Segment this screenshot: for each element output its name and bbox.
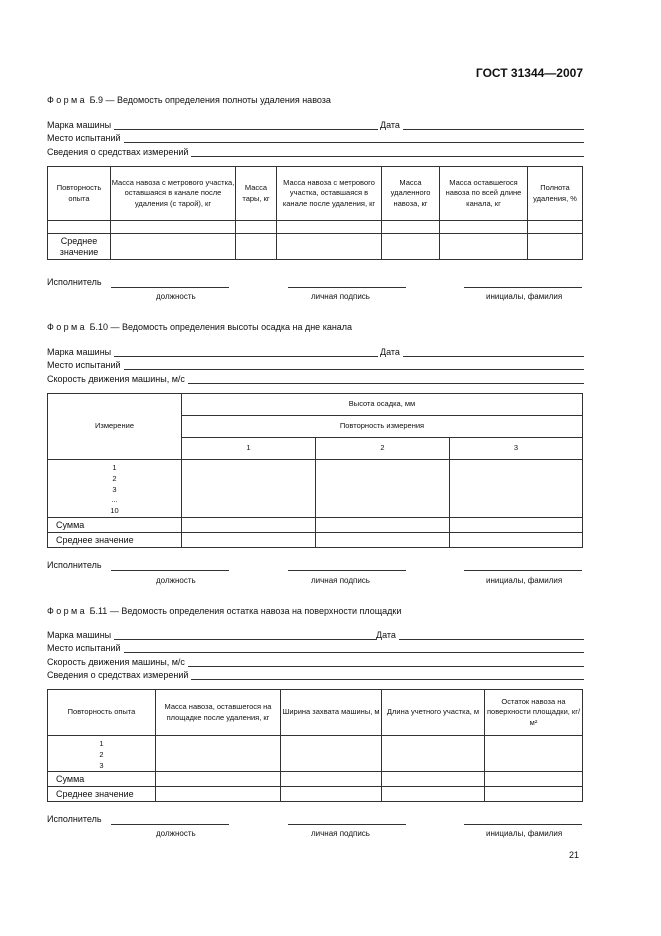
average-label: Среднее значение bbox=[48, 234, 111, 260]
place-label: Место испытаний bbox=[47, 133, 121, 143]
instruments-field bbox=[47, 147, 584, 157]
cell[interactable] bbox=[450, 518, 583, 533]
col-header: Повторность опыта bbox=[48, 167, 111, 221]
col-header: Длина учетного участка, м bbox=[382, 690, 485, 736]
form-b9-title bbox=[47, 95, 331, 105]
date-field bbox=[380, 120, 584, 130]
cell[interactable] bbox=[316, 533, 450, 548]
row-number: 3 bbox=[99, 761, 104, 770]
cell[interactable] bbox=[277, 234, 382, 260]
initials-line[interactable] bbox=[464, 824, 582, 825]
row-number: 10 bbox=[110, 506, 119, 516]
col-header-measure: Измерение bbox=[48, 394, 182, 460]
sum-row bbox=[48, 518, 583, 533]
average-row bbox=[48, 533, 583, 548]
cell[interactable] bbox=[316, 518, 450, 533]
instruments-label: Сведения о средствах измерений bbox=[47, 670, 189, 680]
col-header-height: Высота осадка, мм bbox=[182, 394, 583, 416]
sign-line[interactable] bbox=[288, 824, 406, 825]
speed-input-line[interactable] bbox=[188, 657, 584, 667]
speed-label: Скорость движения машины, м/с bbox=[47, 374, 185, 384]
row-numbers bbox=[48, 736, 156, 772]
date-label: Дата bbox=[380, 347, 400, 357]
speed-input-line[interactable] bbox=[188, 374, 584, 384]
cell[interactable] bbox=[111, 221, 236, 234]
average-row bbox=[48, 787, 583, 802]
cell[interactable] bbox=[281, 736, 382, 772]
sign-caption: личная подпись bbox=[311, 829, 370, 838]
col-header-repeat: Повторность измерения bbox=[182, 416, 583, 438]
cell[interactable] bbox=[111, 234, 236, 260]
cell[interactable] bbox=[485, 736, 583, 772]
cell[interactable] bbox=[156, 787, 281, 802]
row-number: 1 bbox=[99, 739, 104, 748]
performer-label: Исполнитель bbox=[47, 277, 102, 287]
position-caption: должность bbox=[156, 829, 196, 838]
cell[interactable] bbox=[156, 736, 281, 772]
place-field bbox=[47, 133, 584, 143]
initials-line[interactable] bbox=[464, 287, 582, 288]
cell[interactable] bbox=[236, 221, 277, 234]
cell[interactable] bbox=[440, 221, 528, 234]
cell[interactable] bbox=[236, 234, 277, 260]
performer-label: Исполнитель bbox=[47, 560, 102, 570]
row-number: 3 bbox=[112, 484, 117, 494]
date-field bbox=[376, 630, 584, 640]
sum-row bbox=[48, 772, 583, 787]
machine-label: Марка машины bbox=[47, 347, 112, 357]
place-input-line[interactable] bbox=[124, 360, 584, 370]
date-input-line[interactable] bbox=[403, 347, 584, 357]
date-label: Дата bbox=[376, 630, 396, 640]
repeat-number: 1 bbox=[182, 438, 316, 460]
instruments-input-line[interactable] bbox=[191, 147, 584, 157]
cell[interactable] bbox=[450, 533, 583, 548]
form-b10-title bbox=[47, 322, 352, 332]
form-b11-title bbox=[47, 606, 401, 616]
row-number: 1 bbox=[112, 463, 117, 472]
table-header-row bbox=[48, 167, 583, 221]
machine-input-line[interactable] bbox=[114, 120, 378, 130]
cell[interactable] bbox=[485, 787, 583, 802]
sign-caption: личная подпись bbox=[311, 292, 370, 301]
cell[interactable] bbox=[156, 772, 281, 787]
standard-number: ГОСТ 31344—2007 bbox=[475, 66, 583, 80]
performer-label: Исполнитель bbox=[47, 814, 102, 824]
machine-input-line[interactable] bbox=[114, 347, 378, 357]
col-header: Масса оставшегося навоза по всей длине канала, кг bbox=[440, 167, 528, 221]
table-row bbox=[48, 460, 583, 518]
speed-label: Скорость движения машины, м/с bbox=[47, 657, 185, 667]
initials-caption: инициалы, фамилия bbox=[486, 292, 563, 301]
form-label: Форма bbox=[47, 95, 88, 105]
cell[interactable] bbox=[528, 221, 583, 234]
cell[interactable] bbox=[382, 234, 440, 260]
col-header: Масса навоза с метрового участка, оставшаяся в канале после удаления, кг bbox=[277, 167, 382, 221]
col-header: Повторность опыта bbox=[48, 690, 156, 736]
place-label: Место испытаний bbox=[47, 360, 121, 370]
speed-field bbox=[47, 657, 584, 667]
col-header: Масса удаленного навоза, кг bbox=[382, 167, 440, 221]
machine-field bbox=[47, 347, 378, 357]
row-numbers bbox=[48, 460, 182, 518]
form-label: Форма bbox=[47, 606, 88, 616]
cell[interactable] bbox=[382, 736, 485, 772]
date-input-line[interactable] bbox=[399, 630, 584, 640]
cell[interactable] bbox=[382, 787, 485, 802]
cell[interactable] bbox=[48, 221, 111, 234]
place-label: Место испытаний bbox=[47, 643, 121, 653]
cell[interactable] bbox=[316, 460, 450, 518]
position-line[interactable] bbox=[111, 824, 229, 825]
cell[interactable] bbox=[182, 518, 316, 533]
machine-label: Марка машины bbox=[47, 630, 112, 640]
instruments-field bbox=[47, 670, 584, 680]
position-line[interactable] bbox=[111, 287, 229, 288]
cell[interactable] bbox=[450, 460, 583, 518]
initials-caption: инициалы, фамилия bbox=[486, 829, 563, 838]
table-header-row bbox=[48, 690, 583, 736]
initials-line[interactable] bbox=[464, 570, 582, 571]
place-input-line[interactable] bbox=[124, 133, 584, 143]
cell[interactable] bbox=[182, 460, 316, 518]
date-field bbox=[380, 347, 584, 357]
col-header: Масса тары, кг bbox=[236, 167, 277, 221]
col-header: Остаток навоза на поверхности площадки, кг/м² bbox=[485, 690, 583, 736]
repeat-number: 2 bbox=[316, 438, 450, 460]
place-input-line[interactable] bbox=[124, 643, 584, 653]
table-header-row bbox=[48, 394, 583, 416]
average-row bbox=[48, 234, 583, 260]
cell[interactable] bbox=[485, 772, 583, 787]
sum-label: Сумма bbox=[48, 518, 182, 533]
machine-field bbox=[47, 630, 376, 640]
table-row bbox=[48, 736, 583, 772]
speed-field bbox=[47, 374, 584, 384]
col-header: Полнота удаления, % bbox=[528, 167, 583, 221]
machine-input-line[interactable] bbox=[114, 630, 376, 640]
form-label: Форма bbox=[47, 322, 88, 332]
form-b9-table bbox=[47, 166, 583, 260]
position-caption: должность bbox=[156, 576, 196, 585]
form-b10-table bbox=[47, 393, 583, 548]
col-header: Масса навоза, оставшегося на площадке после удаления, кг bbox=[156, 690, 281, 736]
position-caption: должность bbox=[156, 292, 196, 301]
date-label: Дата bbox=[380, 120, 400, 130]
table-row bbox=[48, 221, 583, 234]
initials-caption: инициалы, фамилия bbox=[486, 576, 563, 585]
cell[interactable] bbox=[440, 234, 528, 260]
col-header: Масса навоза с метрового участка, оставшаяся в канале после удаления (с тарой), кг bbox=[111, 167, 236, 221]
date-input-line[interactable] bbox=[403, 120, 584, 130]
form-title-text: Б.11 — Ведомость определения остатка навоза на поверхности площадки bbox=[89, 606, 402, 616]
machine-field bbox=[47, 120, 378, 130]
form-title-text: Б.9 — Ведомость определения полноты удаления навоза bbox=[89, 95, 331, 105]
average-label: Среднее значение bbox=[48, 787, 156, 802]
page-number: 21 bbox=[568, 850, 579, 860]
cell[interactable] bbox=[382, 221, 440, 234]
cell[interactable] bbox=[281, 772, 382, 787]
place-field bbox=[47, 643, 584, 653]
average-label: Среднее значение bbox=[48, 533, 182, 548]
machine-label: Марка машины bbox=[47, 120, 112, 130]
instruments-label: Сведения о средствах измерений bbox=[47, 147, 189, 157]
row-number: 2 bbox=[99, 750, 104, 759]
cell[interactable] bbox=[281, 787, 382, 802]
place-field bbox=[47, 360, 584, 370]
col-header: Ширина захвата машины, м bbox=[281, 690, 382, 736]
sum-label: Сумма bbox=[48, 772, 156, 787]
sign-line[interactable] bbox=[288, 570, 406, 571]
repeat-number: 3 bbox=[450, 438, 583, 460]
cell[interactable] bbox=[528, 234, 583, 260]
form-b11-table bbox=[47, 689, 583, 802]
position-line[interactable] bbox=[111, 570, 229, 571]
row-number: 2 bbox=[112, 473, 117, 483]
cell[interactable] bbox=[277, 221, 382, 234]
cell[interactable] bbox=[382, 772, 485, 787]
instruments-input-line[interactable] bbox=[191, 670, 584, 680]
sign-line[interactable] bbox=[288, 287, 406, 288]
row-number: ... bbox=[111, 495, 118, 505]
form-title-text: Б.10 — Ведомость определения высоты осадка на дне канала bbox=[89, 322, 353, 332]
sign-caption: личная подпись bbox=[311, 576, 370, 585]
cell[interactable] bbox=[182, 533, 316, 548]
